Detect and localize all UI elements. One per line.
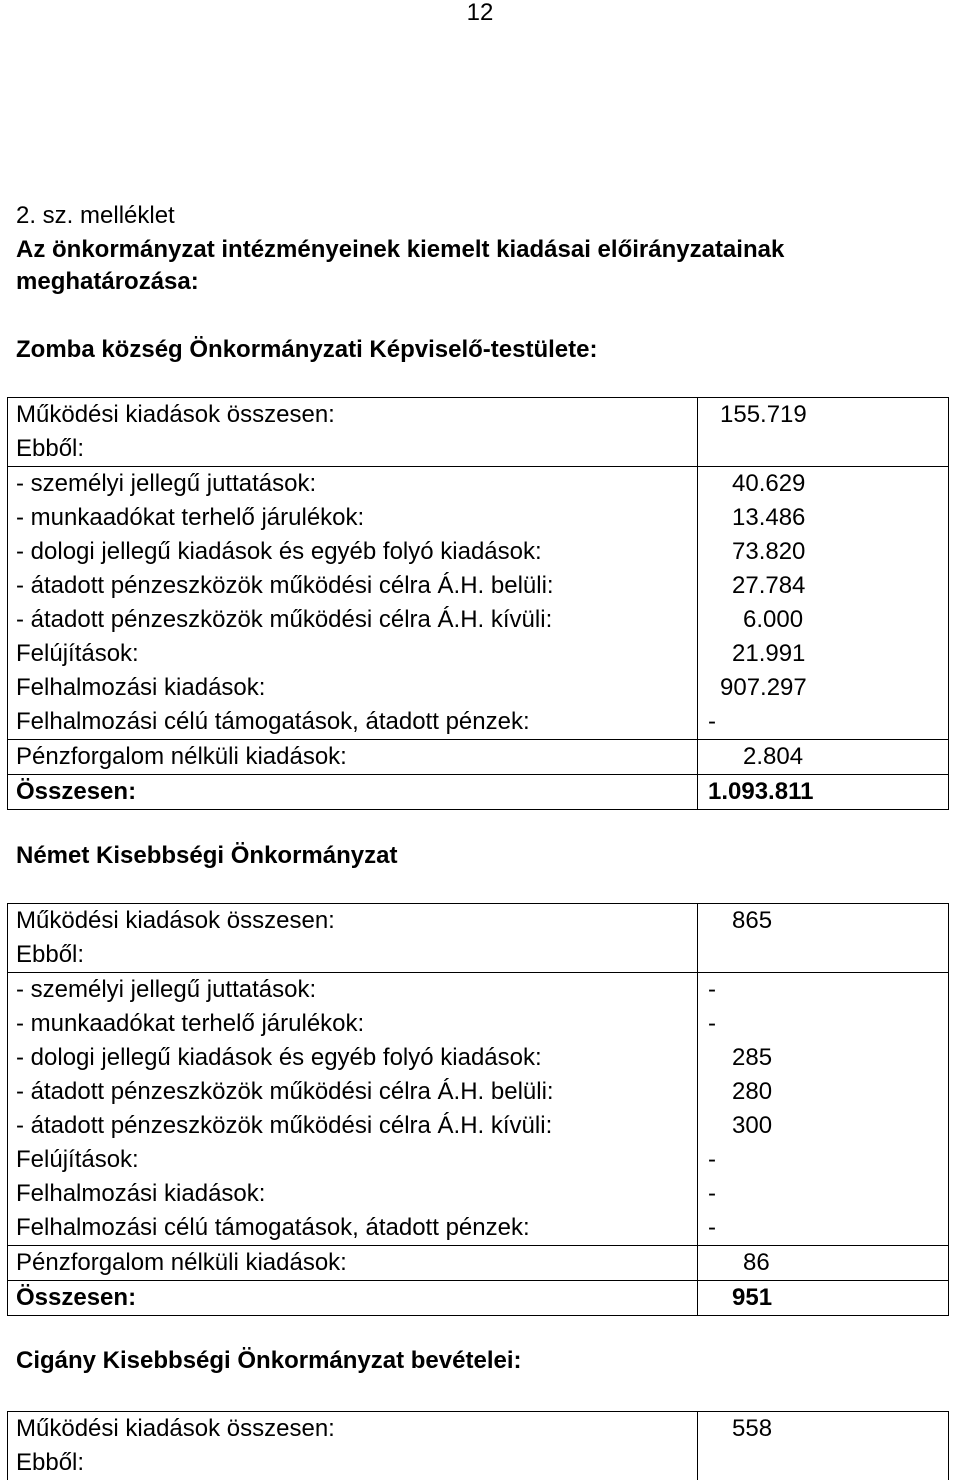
row-value: 951 xyxy=(698,1281,949,1316)
row-value: 21.991 xyxy=(698,637,949,671)
row-value: 73.820 xyxy=(698,535,949,569)
table-row xyxy=(8,1446,949,1480)
table-row xyxy=(8,637,949,671)
section-heading-cigany: Cigány Kisebbségi Önkormányzat bevételei: xyxy=(16,1347,522,1374)
budget-table-nemet xyxy=(7,903,949,1316)
row-value: 1.093.811 xyxy=(698,775,949,810)
row-label: - személyi jellegű juttatások: xyxy=(16,976,317,1003)
table-row xyxy=(8,1007,949,1041)
table-row xyxy=(8,1109,949,1143)
table-row xyxy=(8,938,949,973)
table-row xyxy=(8,904,949,939)
row-value: 907.297 xyxy=(698,671,949,705)
row-label: Felhalmozási célú támogatások, átadott pénzek: xyxy=(8,705,698,740)
table-row xyxy=(8,398,949,433)
table-row xyxy=(8,1246,949,1281)
row-value: 6.000 xyxy=(698,603,949,637)
row-label: - munkaadókat terhelő járulékok: xyxy=(16,504,365,531)
row-value: 40.629 xyxy=(698,467,949,502)
row-label: Összesen: xyxy=(16,1284,137,1311)
row-value: 300 xyxy=(698,1109,949,1143)
table-row xyxy=(8,973,949,1008)
row-label: Működési kiadások összesen: xyxy=(16,401,335,428)
table-row xyxy=(8,705,949,740)
row-label: Működési kiadások összesen: xyxy=(16,1415,335,1442)
row-label: - dologi jellegű kiadások és egyéb folyó kiadások: xyxy=(16,1044,542,1071)
row-value: - xyxy=(698,1211,949,1246)
row-value: 558 xyxy=(698,1412,949,1447)
table-row xyxy=(8,1177,949,1211)
row-value: - xyxy=(698,1177,949,1211)
row-label: - munkaadókat terhelő járulékok: xyxy=(16,1010,365,1037)
row-label: - személyi jellegű juttatások: xyxy=(16,470,317,497)
table-row xyxy=(8,603,949,637)
row-label: Ebből: xyxy=(8,938,698,973)
row-label: Felhalmozási célú támogatások, átadott pénzek: xyxy=(8,1211,698,1246)
table-row xyxy=(8,1211,949,1246)
budget-table-cigany xyxy=(7,1411,949,1480)
row-value: 155.719 xyxy=(698,398,949,433)
row-label: Pénzforgalom nélküli kiadások: xyxy=(8,740,698,775)
row-value: 865 xyxy=(698,904,949,939)
row-value: 86 xyxy=(698,1246,949,1281)
annex-label: 2. sz. melléklet xyxy=(16,202,175,229)
row-value: 285 xyxy=(698,1041,949,1075)
row-label: Működési kiadások összesen: xyxy=(16,907,335,934)
table-row xyxy=(8,1041,949,1075)
row-value: - xyxy=(698,973,949,1008)
row-value: - xyxy=(698,1143,949,1177)
row-value: 2.804 xyxy=(698,740,949,775)
table-row xyxy=(8,1143,949,1177)
row-label: Felhalmozási kiadások: xyxy=(16,1180,266,1207)
row-value: 27.784 xyxy=(698,569,949,603)
table-row xyxy=(8,671,949,705)
table-row xyxy=(8,740,949,775)
row-label: Felújítások: xyxy=(16,640,139,667)
table-row-total xyxy=(8,775,949,810)
table-row xyxy=(8,1075,949,1109)
table-row xyxy=(8,535,949,569)
row-label: Ebből: xyxy=(8,432,698,467)
row-value: 280 xyxy=(698,1075,949,1109)
section-heading-zomba: Zomba község Önkormányzati Képviselő-testülete: xyxy=(16,336,598,363)
row-label: - átadott pénzeszközök működési célra Á.H. belüli: xyxy=(16,1078,554,1105)
row-value xyxy=(698,432,949,467)
row-label: Felhalmozási kiadások: xyxy=(16,674,266,701)
table-row xyxy=(8,1412,949,1447)
table-row-total xyxy=(8,1281,949,1316)
row-label: - átadott pénzeszközök működési célra Á.H. kívüli: xyxy=(16,1112,553,1139)
row-label: Pénzforgalom nélküli kiadások: xyxy=(8,1246,698,1281)
row-label: - átadott pénzeszközök működési célra Á.H. kívüli: xyxy=(16,606,553,633)
row-label: Ebből: xyxy=(16,1449,85,1476)
row-label: - átadott pénzeszközök működési célra Á.H. belüli: xyxy=(16,572,554,599)
row-value: - xyxy=(698,705,949,740)
document-title: Az önkormányzat intézményeinek kiemelt kiadásai előirányzatainak meghatározása: xyxy=(16,236,785,295)
row-value xyxy=(698,1446,949,1480)
table-row xyxy=(8,501,949,535)
row-label: - dologi jellegű kiadások és egyéb folyó kiadások: xyxy=(16,538,542,565)
row-value xyxy=(698,938,949,973)
table-row xyxy=(8,432,949,467)
row-label: Felújítások: xyxy=(16,1146,139,1173)
row-label: Összesen: xyxy=(16,778,137,805)
row-value: 13.486 xyxy=(698,501,949,535)
table-row xyxy=(8,467,949,502)
row-value: - xyxy=(698,1007,949,1041)
section-heading-nemet: Német Kisebbségi Önkormányzat xyxy=(16,842,398,869)
table-row xyxy=(8,569,949,603)
page-number: 12 xyxy=(466,0,494,26)
budget-table-zomba xyxy=(7,397,949,810)
